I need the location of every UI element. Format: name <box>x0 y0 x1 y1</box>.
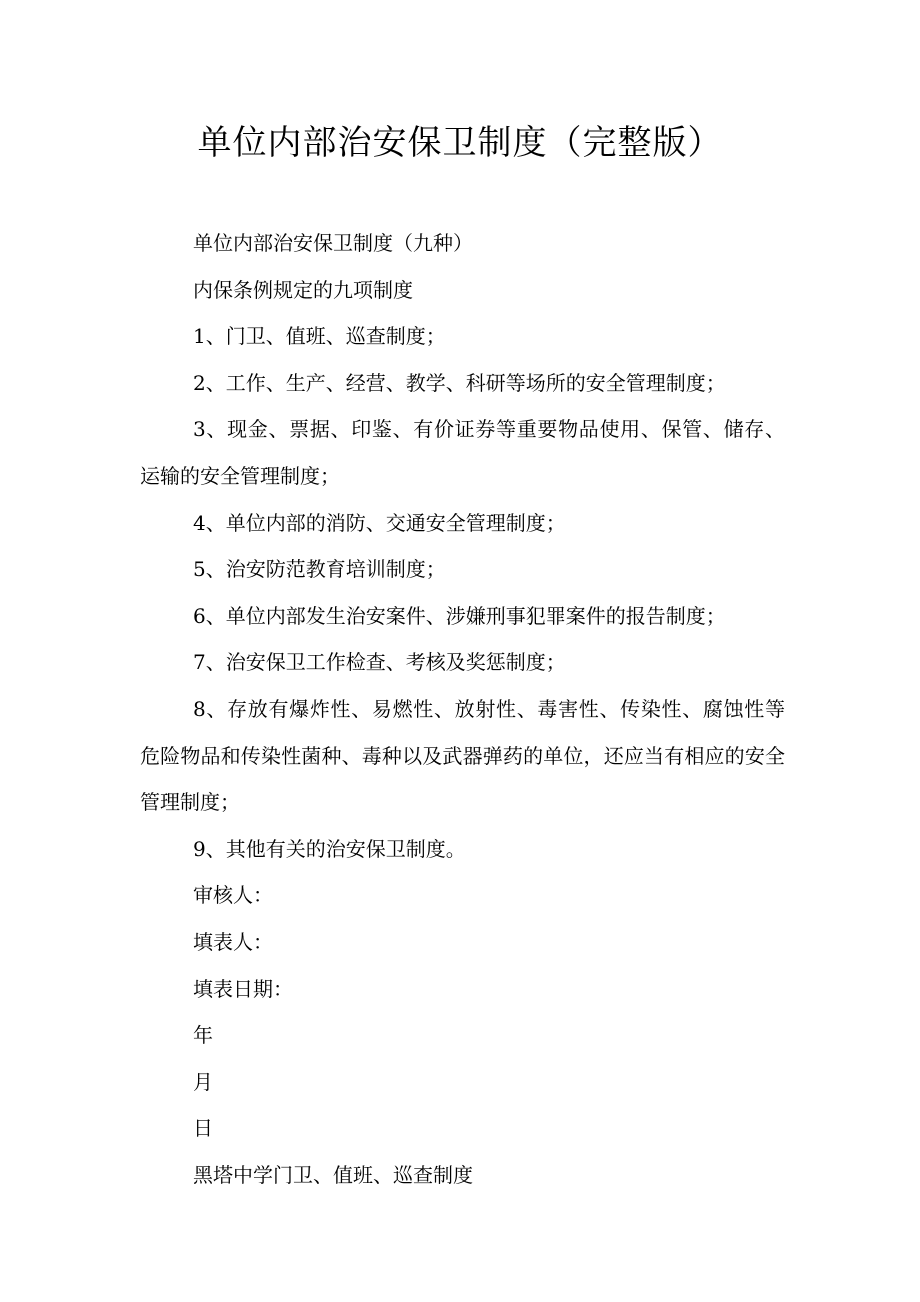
fill-date-label: 填表日期： <box>193 976 293 1001</box>
list-item-8: 8、存放有爆炸性、易燃性、放射性、毒害性、传染性、腐蚀性等危险物品和传染性菌种、毒种以及武器弹药的单位，还应当有相应的安全管理制度； <box>140 696 785 815</box>
document-title: 单位内部治安保卫制度（完整版） <box>197 123 723 163</box>
date-month-label: 月 <box>193 1069 213 1094</box>
list-item-2: 2、工作、生产、经营、教学、科研等场所的安全管理制度； <box>193 370 726 395</box>
date-day-label: 日 <box>193 1116 213 1141</box>
list-item-3: 3、现金、票据、印鉴、有价证券等重要物品使用、保管、储存、运输的安全管理制度； <box>140 417 785 488</box>
list-item-1: 1、门卫、值班、巡查制度； <box>193 324 446 349</box>
date-year-label: 年 <box>193 1023 213 1048</box>
list-item-9: 9、其他有关的治安保卫制度。 <box>193 836 466 861</box>
list-item-7: 7、治安保卫工作检查、考核及奖惩制度； <box>193 650 566 675</box>
section-heading: 黑塔中学门卫、值班、巡查制度 <box>193 1162 473 1187</box>
document-body <box>140 220 785 1198</box>
paragraph-intro: 内保条例规定的九项制度 <box>193 277 413 302</box>
list-item-6: 6、单位内部发生治安案件、涉嫌刑事犯罪案件的报告制度； <box>193 603 726 628</box>
reviewer-label: 审核人： <box>193 883 273 908</box>
list-item-4: 4、单位内部的消防、交通安全管理制度； <box>193 510 566 535</box>
list-item-5: 5、治安防范教育培训制度； <box>193 557 446 582</box>
paragraph-subtitle: 单位内部治安保卫制度（九种） <box>193 231 473 255</box>
filler-label: 填表人： <box>193 929 273 954</box>
